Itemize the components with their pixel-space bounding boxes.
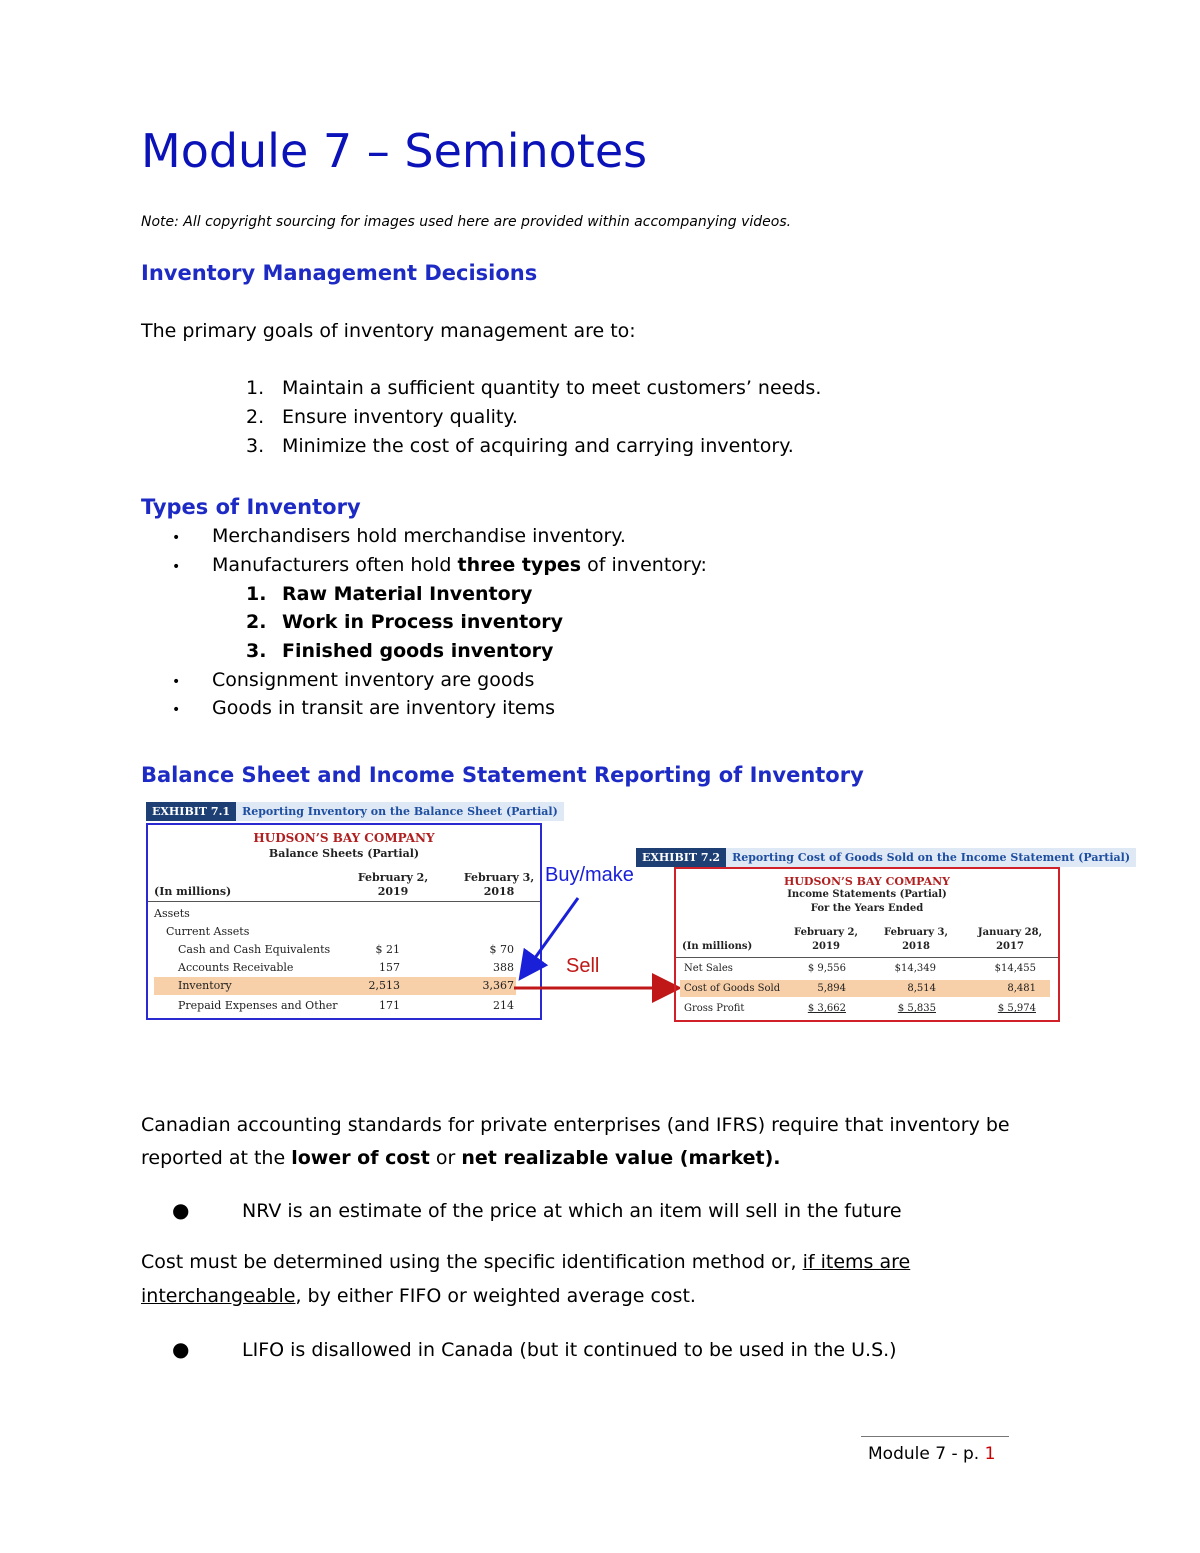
exhibit2-col1-year: 2019 bbox=[812, 941, 840, 952]
list-item: • Manufacturers often hold three types of inventory: bbox=[172, 554, 707, 576]
footer-divider bbox=[861, 1436, 1009, 1437]
exhibit1-col2: February 3, bbox=[463, 871, 535, 884]
sell-annotation: Sell bbox=[566, 955, 600, 977]
exhibit2-subtitle: Income Statements (Partial) bbox=[787, 889, 947, 900]
table-cell: 171 bbox=[379, 999, 400, 1012]
table-cell: 214 bbox=[493, 999, 514, 1012]
table-cell: $14,349 bbox=[894, 963, 936, 974]
paragraph-cost: Cost must be determined using the specific identification method or, if items are bbox=[141, 1251, 911, 1273]
exhibit1-tag: EXHIBIT 7.1 bbox=[146, 802, 236, 821]
exhibit2-col3-year: 2017 bbox=[996, 941, 1024, 952]
exhibit1-header bbox=[146, 800, 564, 821]
table-cell: 8,481 bbox=[1007, 983, 1036, 994]
table-cell: 3,367 bbox=[482, 979, 514, 992]
table-cell: 157 bbox=[379, 961, 400, 974]
list-item: 3. Minimize the cost of acquiring and carrying inventory. bbox=[246, 435, 794, 457]
heading-reporting: Balance Sheet and Income Statement Reporting of Inventory bbox=[141, 763, 864, 787]
goals-intro: The primary goals of inventory management are to: bbox=[141, 320, 636, 342]
table-cell: $ 21 bbox=[375, 943, 400, 956]
list-item: 1. Maintain a sufficient quantity to meet customers’ needs. bbox=[246, 377, 822, 399]
table-row-label: Cost of Goods Sold bbox=[684, 983, 781, 994]
table-row-label: Gross Profit bbox=[684, 1003, 745, 1014]
table-cell: $ 5,974 bbox=[997, 1003, 1036, 1014]
exhibit2-col1: February 2, bbox=[794, 927, 858, 938]
exhibit1-unit: (In millions) bbox=[154, 885, 232, 898]
buy-make-annotation: Buy/make bbox=[545, 864, 634, 886]
table-cell: 5,894 bbox=[817, 983, 846, 994]
exhibit1-col1-year: 2019 bbox=[377, 885, 409, 898]
exhibit1-col2-year: 2018 bbox=[483, 885, 515, 898]
exhibit2-subtitle2: For the Years Ended bbox=[810, 903, 924, 914]
divider bbox=[148, 901, 540, 902]
list-item: • Consignment inventory are goods bbox=[172, 669, 535, 691]
page-footer: Module 7 - p. 1 bbox=[868, 1444, 996, 1464]
arrows-graphic bbox=[500, 880, 690, 1010]
page-title: Module 7 – Seminotes bbox=[141, 124, 648, 178]
table-cell: $ 9,556 bbox=[807, 963, 846, 974]
table-cell: 8,514 bbox=[907, 983, 936, 994]
table-cell: 388 bbox=[493, 961, 514, 974]
buy-arrow bbox=[522, 898, 578, 976]
heading-types-of-inventory: Types of Inventory bbox=[141, 495, 361, 519]
heading-inventory-management: Inventory Management Decisions bbox=[141, 261, 538, 285]
exhibit1-assets: Assets bbox=[154, 907, 190, 920]
exhibit2-header bbox=[636, 846, 1136, 867]
exhibit1-subtitle: Balance Sheets (Partial) bbox=[268, 847, 420, 860]
exhibit2-col2-year: 2018 bbox=[902, 941, 930, 952]
table-cell: $14,455 bbox=[994, 963, 1036, 974]
page-number: 1 bbox=[984, 1444, 996, 1464]
table-cell: 2,513 bbox=[368, 979, 400, 992]
table-cell: $ 3,662 bbox=[807, 1003, 846, 1014]
list-item: 3. Finished goods inventory bbox=[246, 640, 554, 662]
list-item: 2. Ensure inventory quality. bbox=[246, 406, 518, 428]
table-cell: $ 70 bbox=[489, 943, 514, 956]
list-item: ● LIFO is disallowed in Canada (but it continued to be used in the U.S.) bbox=[172, 1337, 897, 1361]
table-row-label: Cash and Cash Equivalents bbox=[178, 943, 331, 956]
exhibit1-company: HUDSON’S BAY COMPANY bbox=[253, 831, 435, 845]
exhibit1-caption: Reporting Inventory on the Balance Sheet (Partial) bbox=[236, 802, 564, 821]
list-item: 1. Raw Material Inventory bbox=[246, 583, 533, 605]
paragraph-cost-line2: interchangeable, by either FIFO or weighted average cost. bbox=[141, 1285, 696, 1307]
exhibit2-caption: Reporting Cost of Goods Sold on the Income Statement (Partial) bbox=[726, 848, 1136, 867]
list-item: ● NRV is an estimate of the price at which an item will sell in the future bbox=[172, 1198, 902, 1222]
exhibit2-col2: February 3, bbox=[884, 927, 948, 938]
exhibit1-table bbox=[146, 823, 542, 1020]
list-item: • Goods in transit are inventory items bbox=[172, 697, 556, 719]
exhibit2-company: HUDSON’S BAY COMPANY bbox=[783, 875, 951, 888]
paragraph-standards: Canadian accounting standards for private enterprises (and IFRS) require that inventory be bbox=[141, 1114, 1010, 1136]
exhibit1-current-assets: Current Assets bbox=[166, 925, 250, 938]
list-item: • Merchandisers hold merchandise inventory. bbox=[172, 525, 626, 547]
exhibit2-table bbox=[674, 867, 1060, 1022]
table-cell: $ 5,835 bbox=[897, 1003, 936, 1014]
table-row-label: Net Sales bbox=[684, 963, 733, 974]
divider bbox=[676, 957, 1058, 958]
table-row-label: Prepaid Expenses and Other bbox=[178, 999, 338, 1012]
table-row-label: Accounts Receivable bbox=[178, 961, 294, 974]
paragraph-standards-line2: reported at the lower of cost or net realizable value (market). bbox=[141, 1147, 781, 1169]
exhibit1-col1: February 2, bbox=[357, 871, 429, 884]
table-row-label: Inventory bbox=[178, 979, 232, 992]
list-item: 2. Work in Process inventory bbox=[246, 611, 564, 633]
exhibit2-unit: (In millions) bbox=[682, 941, 753, 952]
copyright-note: Note: All copyright sourcing for images used here are provided within accompanying videos. bbox=[141, 214, 792, 230]
exhibit2-col3: January 28, bbox=[977, 927, 1043, 938]
exhibit2-tag: EXHIBIT 7.2 bbox=[636, 848, 726, 867]
